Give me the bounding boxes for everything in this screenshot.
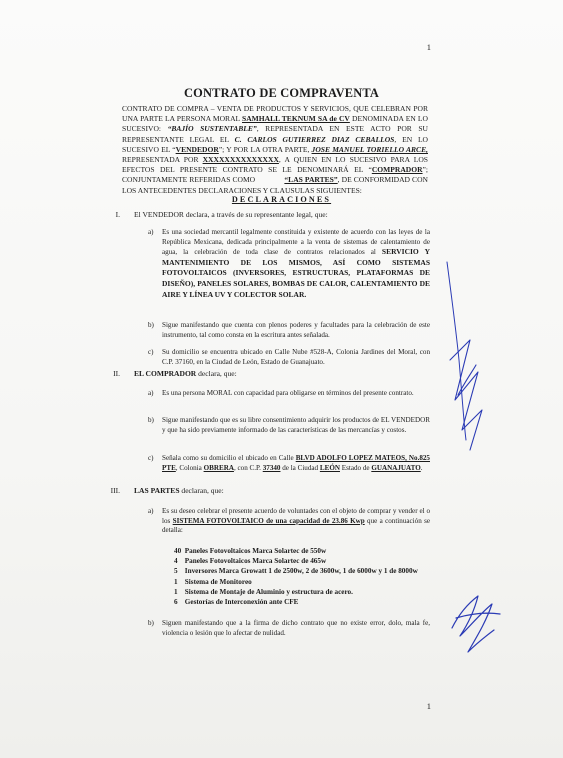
item-letter: a) bbox=[148, 389, 154, 397]
section-text bbox=[134, 369, 237, 379]
section-label: LAS PARTES bbox=[134, 486, 180, 495]
section-1-item-a bbox=[148, 228, 430, 300]
intro-text: , REPRESENTADA EN ESTE ACTO POR SU REPRESENTANTE LEGAL EL bbox=[122, 124, 429, 144]
item-quantity: 1 bbox=[174, 577, 178, 586]
signature-margin-line bbox=[447, 262, 466, 440]
item-letter: a) bbox=[148, 507, 154, 515]
item-text: . bbox=[420, 463, 423, 472]
seller-company: SAMHALL TEKNUM SA de CV bbox=[242, 114, 350, 124]
page-number-bottom: 1 bbox=[426, 701, 431, 711]
buyer-colonia: OBRERA bbox=[203, 463, 234, 472]
section-text-rest: declara, que: bbox=[196, 369, 237, 378]
parties-label: “LAS PARTES” bbox=[284, 175, 338, 185]
item-description: Sistema de Montaje de Aluminio y estructura de acero. bbox=[184, 587, 353, 596]
item-text: Es su deseo celebrar el presente acuerdo de voluntades con el objeto de comprar y vender el o los bbox=[162, 507, 430, 525]
buyer-street: BLVD ADOLFO LOPEZ MATEOS, No.825 PTE bbox=[162, 454, 430, 472]
item-text: , con C.P. bbox=[233, 463, 263, 472]
item-text: de la Ciudad bbox=[280, 463, 320, 472]
item-quantity: 6 bbox=[174, 598, 178, 607]
intro-text: ”; CONJUNTAMENTE REFERIDAS COMO bbox=[122, 165, 428, 185]
section-1-item-c bbox=[148, 348, 430, 367]
item-text: Señala como su domicilio el ubicado en Calle bbox=[162, 454, 296, 462]
seller-representative: C. CARLOS GUTIERREZ DIAZ CEBALLOS bbox=[234, 134, 395, 144]
section-2-item-c bbox=[148, 454, 430, 473]
item-letter: c) bbox=[148, 454, 154, 462]
list-item bbox=[174, 546, 418, 556]
buyer-name: JOSE MANUEL TORIELLO ARCE, bbox=[311, 144, 428, 154]
section-3-item-a bbox=[148, 507, 430, 536]
list-item bbox=[174, 556, 418, 566]
item-text: Es una persona MORAL con capacidad para obligarse en términos del presente contrato. bbox=[162, 389, 414, 397]
system-description: SISTEMA FOTOVOLTAICO de una capacidad de 23.86 Kwp bbox=[172, 516, 365, 525]
section-number: III. bbox=[110, 486, 120, 495]
item-letter: b) bbox=[148, 619, 154, 627]
buyer-role: COMPRADOR bbox=[371, 165, 423, 175]
item-quantity: 4 bbox=[174, 557, 178, 566]
item-bold-text: SERVICIO Y MANTENIMIENTO DE LOS MISMOS, ASÍ COMO SISTEMAS FOTOVOLTAICOS (INVERSORES, ESTRUCTURAS, PLATAFORMAS DE DISEÑO), PANELES SOLARES, BOMBAS DE CALOR, CALENTAMIENTO DE AIRE Y LÍNEA UV Y COLECTOR SOLAR. bbox=[162, 247, 430, 299]
section-text bbox=[134, 486, 224, 496]
section-text-rest: declaran, que: bbox=[179, 486, 224, 495]
item-text: Es una sociedad mercantil legalmente constituida y existente de acuerdo con las leyes de la República Mexicana, dedicada principalmente a la venta de sistemas de calentamiento de agua, la celebración de toda clase de contratos relacionados al bbox=[162, 228, 430, 257]
section-1-item-b bbox=[148, 321, 430, 340]
item-text: Sigue manifestando que cuenta con plenos poderes y facultades para la celebración de este instrumento, tal como consta en la escritura antes señalada. bbox=[162, 321, 430, 339]
item-quantity: 40 bbox=[174, 547, 182, 555]
item-letter: a) bbox=[148, 228, 154, 236]
intro-text: DENOMINADA EN LO SUCESIVO: bbox=[122, 114, 428, 134]
intro-text: REPRESENTADA POR bbox=[122, 155, 203, 165]
seller-alias: “BAJÍO SUSTENTABLE” bbox=[167, 124, 257, 134]
declaraciones-heading: DECLARACIONES bbox=[231, 195, 332, 204]
item-description: Inversores Marca Growatt 1 de 2500w, 2 de 3600w, 1 de 6000w y 1 de 8000w bbox=[184, 567, 418, 576]
item-letter: b) bbox=[148, 416, 154, 424]
item-letter: c) bbox=[148, 348, 154, 356]
intro-text: ”; Y POR LA OTRA PARTE, bbox=[218, 144, 312, 154]
buyer-postal-code: 37340 bbox=[262, 463, 281, 472]
section-2-item-b bbox=[148, 416, 430, 435]
intro-paragraph bbox=[122, 104, 428, 196]
item-text: Su domicilio se encuentra ubicado en Calle Nube #528-A, Colonia Jardines del Moral, con C.P. 37160, en la Ciudad de León, Estado de Guanajuato. bbox=[162, 348, 430, 366]
equipment-list bbox=[174, 546, 418, 607]
section-3-item-b bbox=[148, 619, 430, 638]
page-number-top: 1 bbox=[426, 42, 431, 52]
item-description: Gestorías de Interconexión ante CFE bbox=[184, 598, 299, 607]
item-letter: b) bbox=[148, 321, 154, 329]
item-text: que a continuación se detalla: bbox=[162, 516, 430, 535]
section-label: EL COMPRADOR bbox=[134, 369, 197, 378]
intro-text: , A QUIEN EN LO SUCESIVO PARA LOS EFECTOS DEL PRESENTE CONTRATO SE LE DENOMINARÁ EL “ bbox=[122, 155, 428, 175]
intro-text: , DE CONFORMIDAD CON LOS ANTECEDENTES DECLARACIONES Y CLAUSULAS SIGUIENTES: bbox=[122, 175, 428, 195]
section-number: I. bbox=[115, 210, 120, 219]
signature-margin-scribble bbox=[450, 340, 482, 450]
item-text: Siguen manifestando que a la firma de dicho contrato que no existe error, dolo, mala fe, violencia o lesión que lo afectar de nulidad. bbox=[162, 619, 430, 637]
buyer-state: GUANAJUATO bbox=[371, 463, 421, 472]
signature-bottom-scribble bbox=[452, 596, 500, 652]
section-text: El VENDEDOR declara, a través de su representante legal, que: bbox=[134, 210, 328, 219]
item-description: Sistema de Monitoreo bbox=[184, 577, 252, 586]
intro-text: , EN LO SUCESIVO EL “ bbox=[122, 134, 429, 154]
item-quantity: 1 bbox=[174, 587, 178, 596]
buyer-representative: XXXXXXXXXXXXXX bbox=[202, 155, 279, 165]
item-quantity: 5 bbox=[174, 567, 178, 576]
item-text: Sigue manifestando que es su libre consentimiento adquirir los productos de EL VENDEDOR y que ha sido previamente informado de las características de las mercancías y costos. bbox=[162, 416, 430, 434]
item-description: Paneles Fotovoltaicos Marca Solartec de 550w bbox=[184, 547, 327, 555]
section-number: II. bbox=[113, 369, 120, 378]
buyer-city: LEÓN bbox=[319, 463, 340, 472]
list-item bbox=[174, 597, 418, 607]
list-item bbox=[174, 566, 418, 576]
item-text: , Colonia bbox=[175, 463, 204, 472]
list-item bbox=[174, 587, 418, 597]
item-text: Estado de bbox=[339, 463, 372, 472]
document-title: CONTRATO DE COMPRAVENTA bbox=[183, 86, 380, 100]
seller-role: VENDEDOR bbox=[175, 144, 219, 154]
intro-text: CONTRATO DE COMPRA – VENTA DE PRODUCTOS Y SERVICIOS, QUE CELEBRAN POR UNA PARTE LA PERSONA MORAL bbox=[122, 104, 428, 124]
list-item bbox=[174, 577, 418, 587]
section-2-item-a bbox=[148, 389, 430, 399]
item-description: Paneles Fotovoltaicos Marca Solartec de 465w bbox=[184, 557, 327, 566]
